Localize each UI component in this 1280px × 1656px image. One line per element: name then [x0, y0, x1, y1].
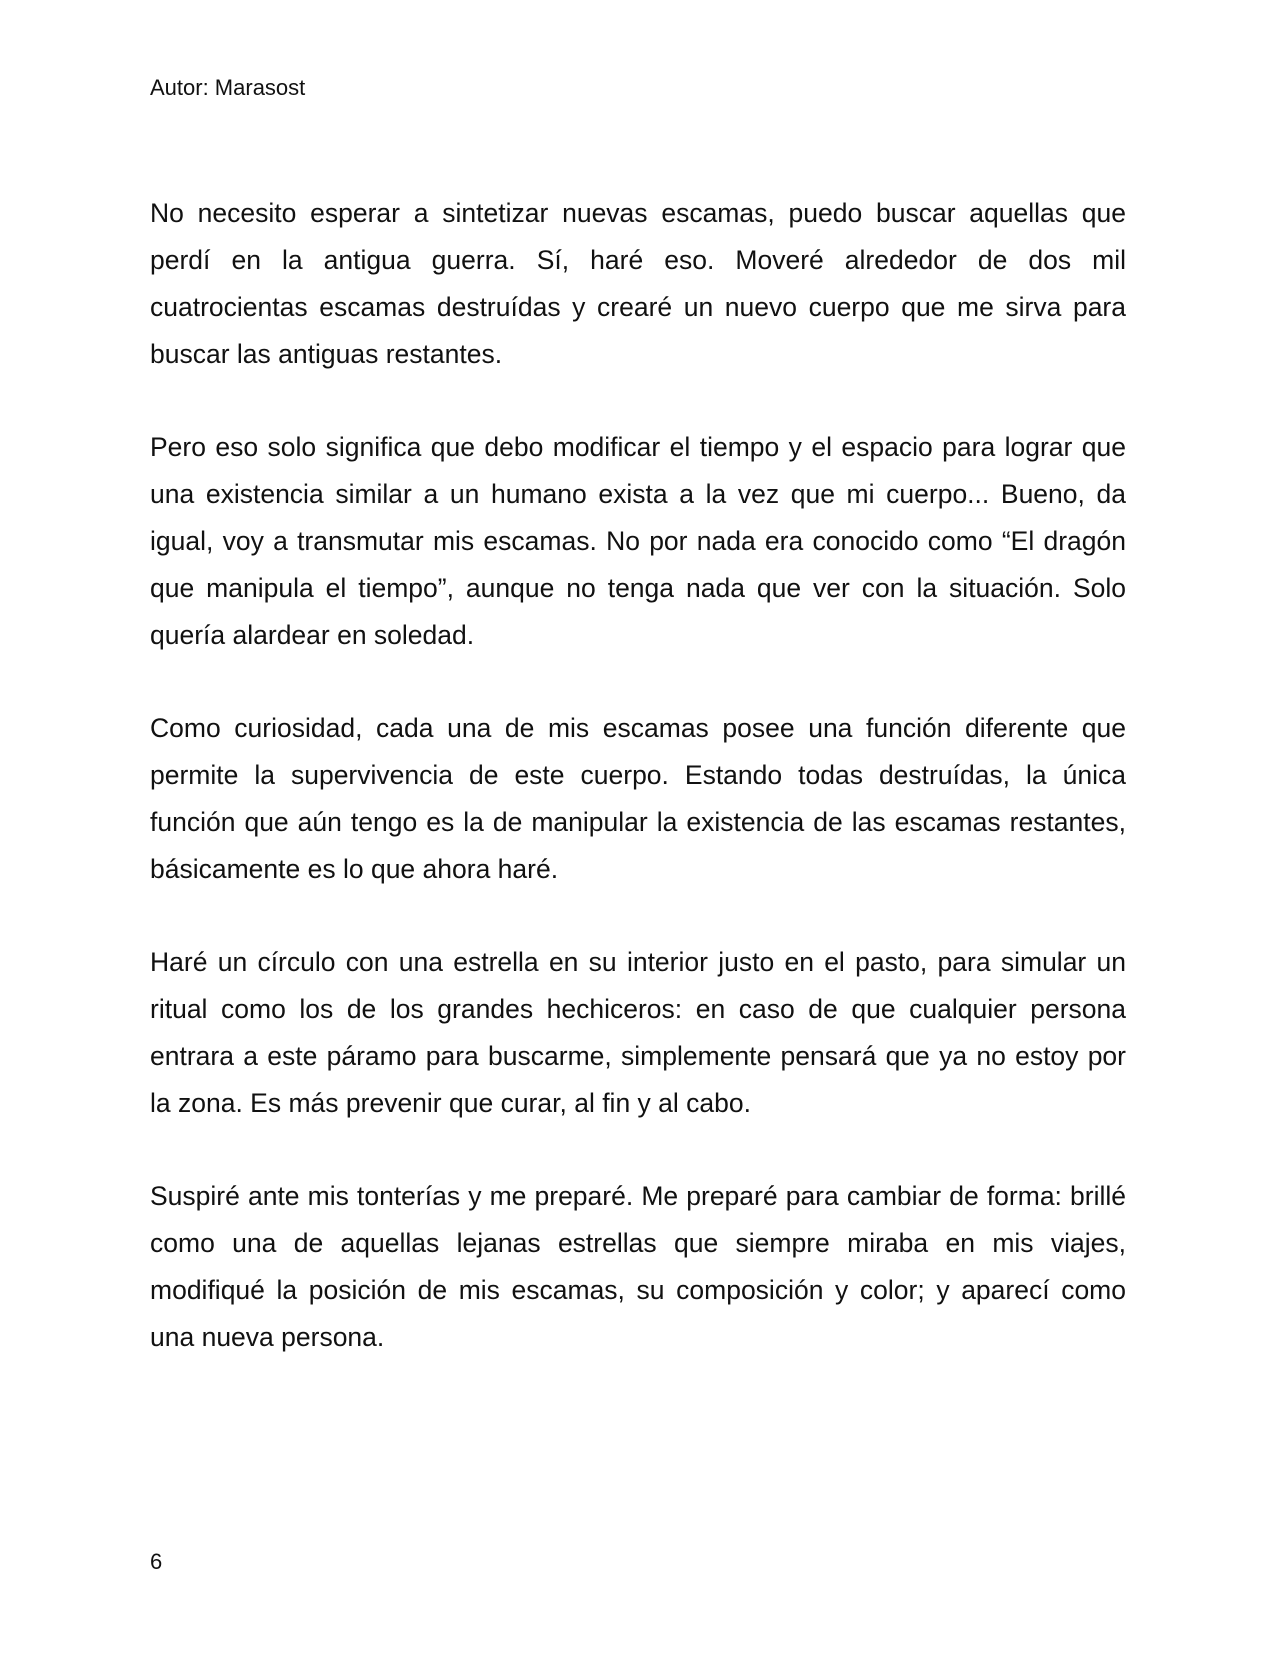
paragraph-3: Como curiosidad, cada una de mis escamas posee una función diferente que permite la supervivencia de este cuerpo. Estando todas destruídas, la única función que aún tengo es la de manipular la existencia de las escamas restantes, básicamente es lo que ahora haré.: [150, 713, 1126, 884]
author-header: Autor: Marasost: [150, 75, 306, 100]
paragraph-1: No necesito esperar a sintetizar nuevas escamas, puedo buscar aquellas que perdí en la antigua guerra. Sí, haré eso. Moveré alrededor de dos mil cuatrocientas escamas destruídas y crearé un nuevo cuerpo que me sirva para buscar las antiguas restantes.: [150, 198, 1126, 369]
paragraph-2: Pero eso solo significa que debo modificar el tiempo y el espacio para lograr que una existencia similar a un humano exista a la vez que mi cuerpo... Bueno, da igual, voy a transmutar mis escamas. No por nada era conocido como “El dragón que manipula el tiempo”, aunque no tenga nada que ver con la situación. Solo quería alardear en soledad.: [150, 432, 1126, 650]
paragraph-5: Suspiré ante mis tonterías y me preparé. Me preparé para cambiar de forma: brillé como una de aquellas lejanas estrellas que siempre miraba en mis viajes, modifiqué la posición de mis escamas, su composición y color; y aparecí como una nueva persona.: [150, 1181, 1126, 1352]
body-text: [150, 190, 1126, 1407]
paragraph-4: Haré un círculo con una estrella en su interior justo en el pasto, para simular un ritual como los de los grandes hechiceros: en caso de que cualquier persona entrara a este páramo para buscarme, simplemente pensará que ya no estoy por la zona. Es más prevenir que curar, al fin y al cabo.: [150, 947, 1126, 1118]
page-number: 6: [150, 1549, 163, 1574]
